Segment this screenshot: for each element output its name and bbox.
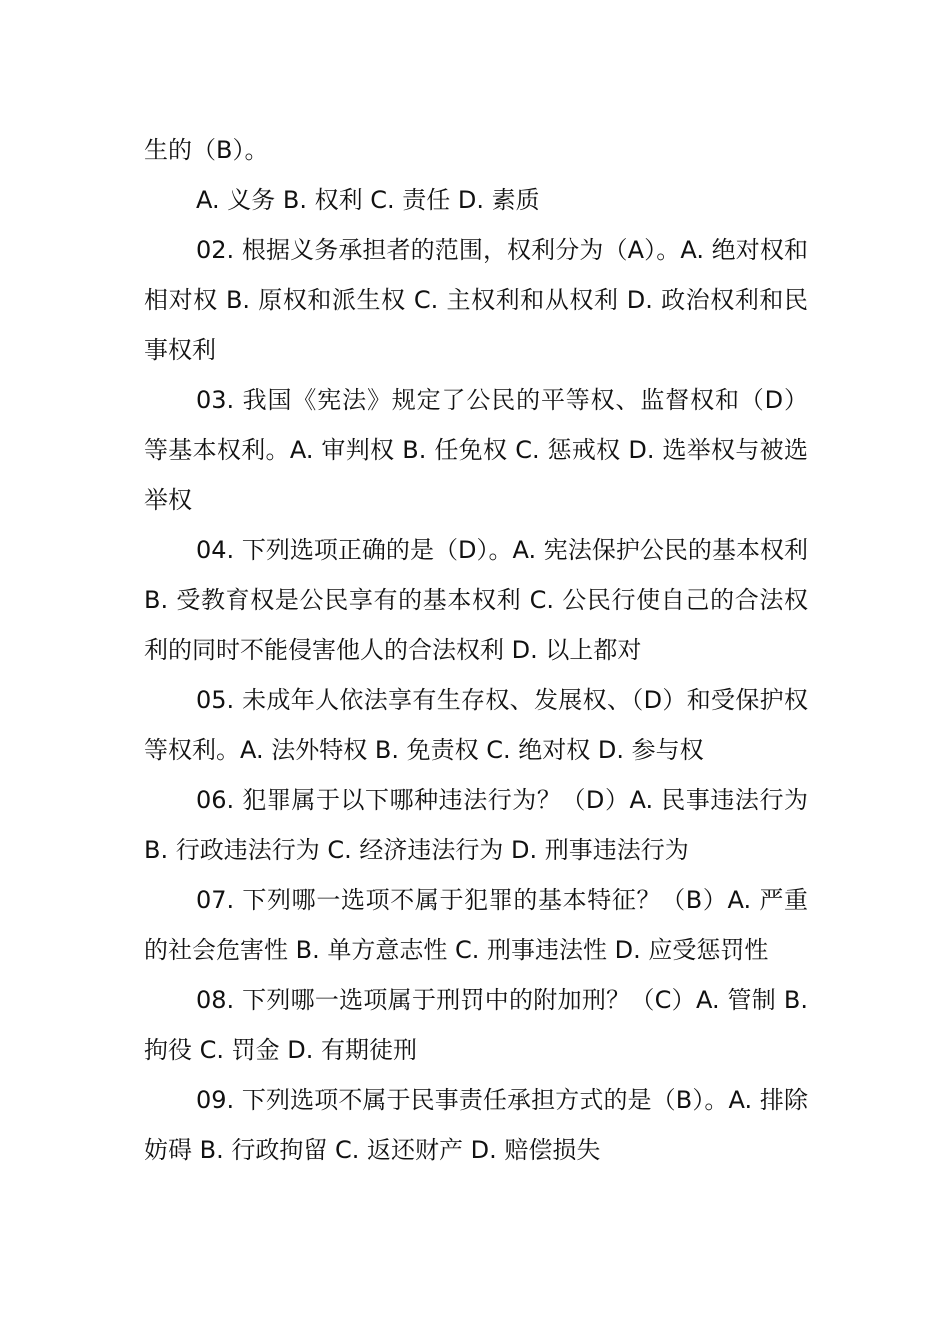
- question-02: 02. 根据义务承担者的范围，权利分为（A）。A. 绝对权和相对权 B. 原权和派生权 C. 主权利和从权利 D. 政治权利和民事权利: [144, 236, 808, 364]
- document-body: [144, 125, 808, 1175]
- question-06: 06. 犯罪属于以下哪种违法行为？（D）A. 民事违法行为 B. 行政违法行为 C. 经济违法行为 D. 刑事违法行为: [144, 786, 808, 864]
- paragraph-options: A. 义务 B. 权利 C. 责任 D. 素质: [196, 186, 540, 214]
- question-03: 03. 我国《宪法》规定了公民的平等权、监督权和（D）等基本权利。A. 审判权 B. 任免权 C. 惩戒权 D. 选举权与被选举权: [144, 386, 808, 514]
- question-08: 08. 下列哪一选项属于刑罚中的附加刑？（C）A. 管制 B. 拘役 C. 罚金 D. 有期徒刑: [144, 986, 808, 1064]
- question-07: 07. 下列哪一选项不属于犯罪的基本特征？（B）A. 严重的社会危害性 B. 单方意志性 C. 刑事违法性 D. 应受惩罚性: [144, 886, 808, 964]
- question-04: 04. 下列选项正确的是（D）。A. 宪法保护公民的基本权利 B. 受教育权是公民享有的基本权利 C. 公民行使自己的合法权利的同时不能侵害他人的合法权利 D. 以上都对: [144, 536, 808, 664]
- paragraph-continuation: 生的（B）。: [144, 136, 269, 164]
- question-05: 05. 未成年人依法享有生存权、发展权、（D）和受保护权等权利。A. 法外特权 B. 免责权 C. 绝对权 D. 参与权: [144, 686, 808, 764]
- question-09: 09. 下列选项不属于民事责任承担方式的是（B）。A. 排除妨碍 B. 行政拘留 C. 返还财产 D. 赔偿损失: [144, 1086, 808, 1164]
